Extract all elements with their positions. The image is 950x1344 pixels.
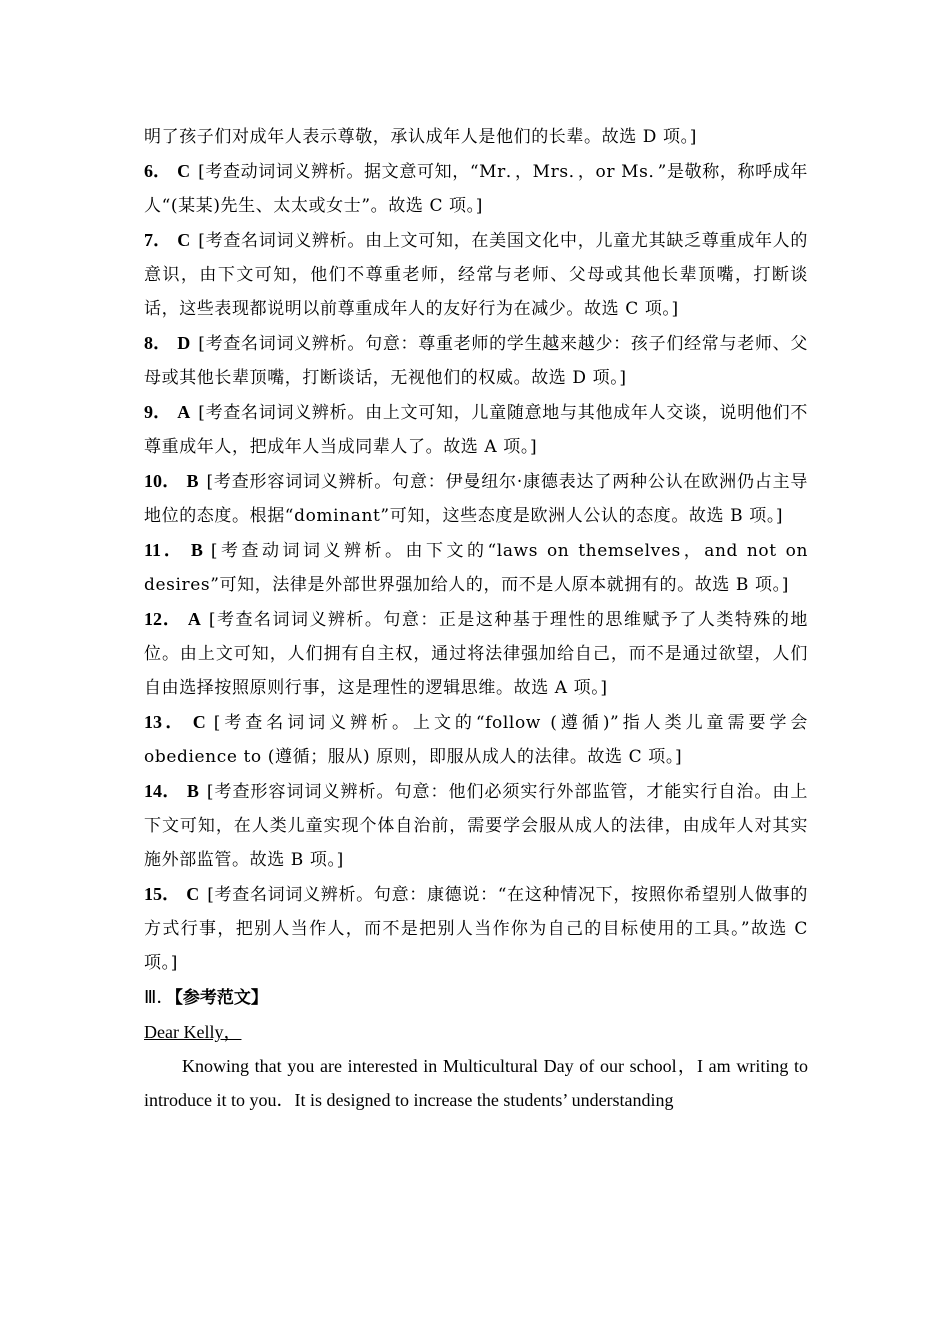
section-title: 【参考范文】 (174, 988, 268, 1008)
explanation-item (144, 705, 808, 774)
item-number: 9． (144, 402, 172, 422)
item-text: [考查名词词义辨析。上文的“follow (遵循)”指人类儿童需要学会 obedience to (遵循；服从) 原则，即服从成人的法律。故选 C 项。] (144, 713, 809, 767)
item-text: [考查名词词义辨析。句意：康德说：“在这种情况下，按照你希望别人做事的方式行事，把别人当作人，而不是把别人当作你为自己的目标使用的工具。”故选 C 项。] (144, 885, 809, 973)
item-answer: C (177, 230, 191, 250)
item-number: 8． (144, 333, 172, 353)
item-answer: C (192, 712, 206, 732)
item-answer: A (177, 402, 191, 422)
explanation-item (144, 154, 808, 223)
explanation-item (144, 533, 808, 602)
explanation-item (144, 774, 808, 877)
item-number: 7． (144, 230, 172, 250)
explanation-item (144, 464, 808, 533)
item-text: [考查名词词义辨析。句意：尊重老师的学生越来越少：孩子们经常与老师、父母或其他长辈顶嘴，打断谈话，无视他们的权威。故选 D 项。] (144, 334, 808, 388)
item-text: [考查形容词词义辨析。句意：他们必须实行外部监管，才能实行自治。由上下文可知，在人类儿童实现个体自治前，需要学会服从成人的法律，由成年人对其实施外部监管。故选 B 项。] (144, 782, 809, 870)
item-answer: B (186, 781, 199, 801)
section-heading (144, 980, 808, 1015)
item-number: 15． (144, 884, 181, 904)
salutation-text: Dear Kelly， (144, 1022, 242, 1042)
section-number: Ⅲ． (144, 987, 175, 1007)
item-number: 13． (144, 712, 187, 732)
item-answer: D (177, 333, 191, 353)
continuation-text: 明了孩子们对成年人表示尊敬，承认成年人是他们的长辈。故选 D 项。] (144, 127, 697, 147)
item-text: [考查名词词义辨析。句意：正是这种基于理性的思维赋予了人类特殊的地位。由上文可知，人们拥有自主权，通过将法律强加给自己，而不是通过欲望，人们自由选择按照原则行事，这是理性的逻辑思维。故选 A 项。] (144, 610, 809, 698)
explanation-item (144, 223, 808, 326)
item-answer: A (187, 609, 201, 629)
item-text: [考查名词词义辨析。由上文可知，儿童随意地与其他成年人交谈，说明他们不尊重成年人，把成年人当成同辈人了。故选 A 项。] (144, 403, 808, 457)
item-text: [考查名词词义辨析。由上文可知，在美国文化中，儿童尤其缺乏尊重成年人的意识，由下文可知，他们不尊重老师，经常与老师、父母或其他长辈顶嘴，打断谈话，这些表现都说明以前尊重成年人的友好行为在减少。故选 C 项。] (144, 231, 808, 319)
letter-body: Knowing that you are interested in Multicultural Day of our school，I am writing to introduce it to you．It is designed to increase the students’ understanding (144, 1056, 808, 1110)
explanation-item (144, 326, 808, 395)
item-number: 10． (144, 471, 181, 491)
explanation-item (144, 877, 808, 980)
document-page (144, 120, 808, 1117)
item-number: 14． (144, 781, 181, 801)
item-answer: B (186, 471, 199, 491)
explanation-item (144, 602, 808, 705)
explanation-item (144, 395, 808, 464)
item-text: [考查形容词词义辨析。句意：伊曼纽尔·康德表达了两种公认在欧洲仍占主导地位的态度。根据“dominant”可知，这些态度是欧洲人公认的态度。故选 B 项。] (144, 472, 808, 526)
item-number: 11． (144, 540, 185, 560)
answer-explanations (144, 154, 808, 980)
item-answer: C (177, 161, 191, 181)
item-number: 6． (144, 161, 172, 181)
item-text: [考查动词词义辨析。由下文的“laws on themselves，and not on desires”可知，法律是外部世界强加给人的，而不是人原本就拥有的。故选 B 项。] (144, 541, 808, 595)
item-answer: B (190, 540, 203, 560)
letter-salutation (144, 1015, 808, 1049)
item-text: [考查动词词义辨析。据文意可知，“Mr．，Mrs．，or Ms．”是敬称，称呼成年人“(某某)先生、太太或女士”。故选 C 项。] (144, 162, 808, 216)
item-number: 12． (144, 609, 182, 629)
item-answer: C (186, 884, 200, 904)
